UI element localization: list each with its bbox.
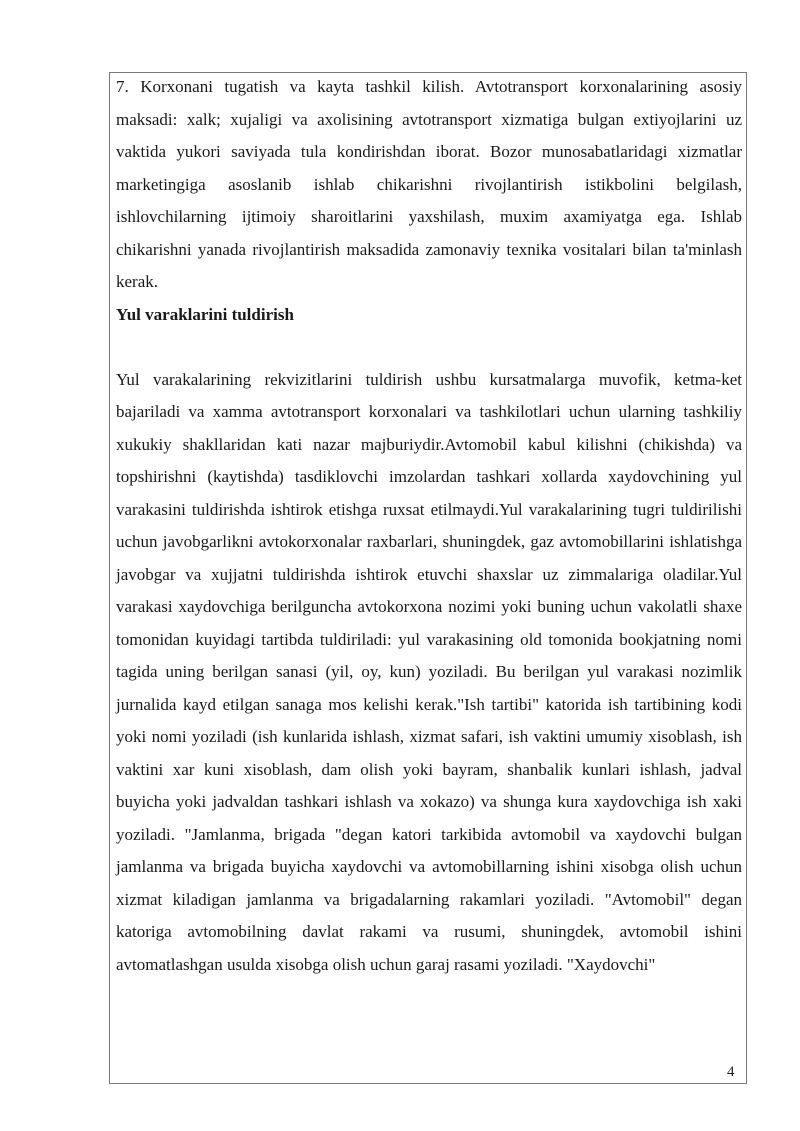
section-heading: Yul varaklarini tuldirish	[116, 304, 294, 324]
body-paragraph: Yul varakalarining rekvizitlarini tuldirish ushbu kursatmalarga muvofik, ketma-ket bajariladi va xamma avtotransport korxonalari va tashkilotlari uchun ularning tashkiliy xukukiy shakllaridan kati nazar majburiydir.Avtomobil kabul kilishni (chikishda) va topshirishni (kaytishda) tasdiklovchi imzolardan tashkari xollarda xaydovchining yul varakasini tuldirishda ishtirok etishga ruxsat etilmaydi.Yul varakalarining tugri tuldirilishi uchun javobgarlikni avtokorxonalar raxbarlari, shuningdek, gaz avtomobillarini ishlatishga javobgar va xujjatni tuldirishda ishtirok etuvchi shaxslar uz zimmalariga oladilar.Yul varakasi xaydovchiga berilguncha avtokorxona nozimi yoki buning uchun vakolatli shaxe tomonidan kuyidagi tartibda tuldiriladi: yul varakasining old tomonida bookjatning nomi tagida uning berilgan sanasi (yil, oy, kun) yoziladi. Bu berilgan yul varakasi nozimlik jurnalida kayd etilgan sanaga mos kelishi kerak."Ish tartibi" katorida ish tartibining kodi yoki nomi yoziladi (ish kunlarida ishlash, xizmat safari, ish vaktini umumiy xisoblash, ish vaktini xar kuni xisoblash, dam olish yoki bayram, shanbalik kunlari ishlash, jadval buyicha yoki jadvaldan tashkari ishlash va xokazo) va shunga kura xaydovchiga ish xaki yoziladi. "Jamlanma, brigada "degan katori tarkibida avtomobil va xaydovchi bulgan jamlanma va brigada buyicha xaydovchi va avtomobillarning ishini xisobga olish uchun xizmat kiladigan jamlanma va brigadalarning rakamlari yoziladi. "Avtomobil" degan katoriga avtomobilning davlat rakami va rusumi, shuningdek, avtomobil ishini avtomatlashgan usulda xisobga olish uchun garaj rasami yoziladi. "Xaydovchi"	[116, 369, 742, 974]
intro-paragraph: 7. Korxonani tugatish va kayta tashkil kilish. Avtotransport korxonalarining asosiy maksadi: xalk; xujaligi va axolisining avtotransport xizmatiga bulgan extiyojlarini uz vaktida yukori saviyada tula kondirishdan iborat. Bozor munosabatlaridagi xizmatlar marketingiga asoslanib ishlab chikarishni rivojlantirish istikbolini belgilash, ishlovchilarning ijtimoiy sharoitlarini yaxshilash, muxim axamiyatga ega. Ishlab chikarishni yanada rivojlantirish maksadida zamonaviy texnika vositalari bilan ta'minlash kerak.	[116, 77, 742, 291]
paragraph-spacer	[116, 331, 742, 364]
document-body	[116, 71, 742, 981]
page-number: 4	[727, 1064, 735, 1080]
